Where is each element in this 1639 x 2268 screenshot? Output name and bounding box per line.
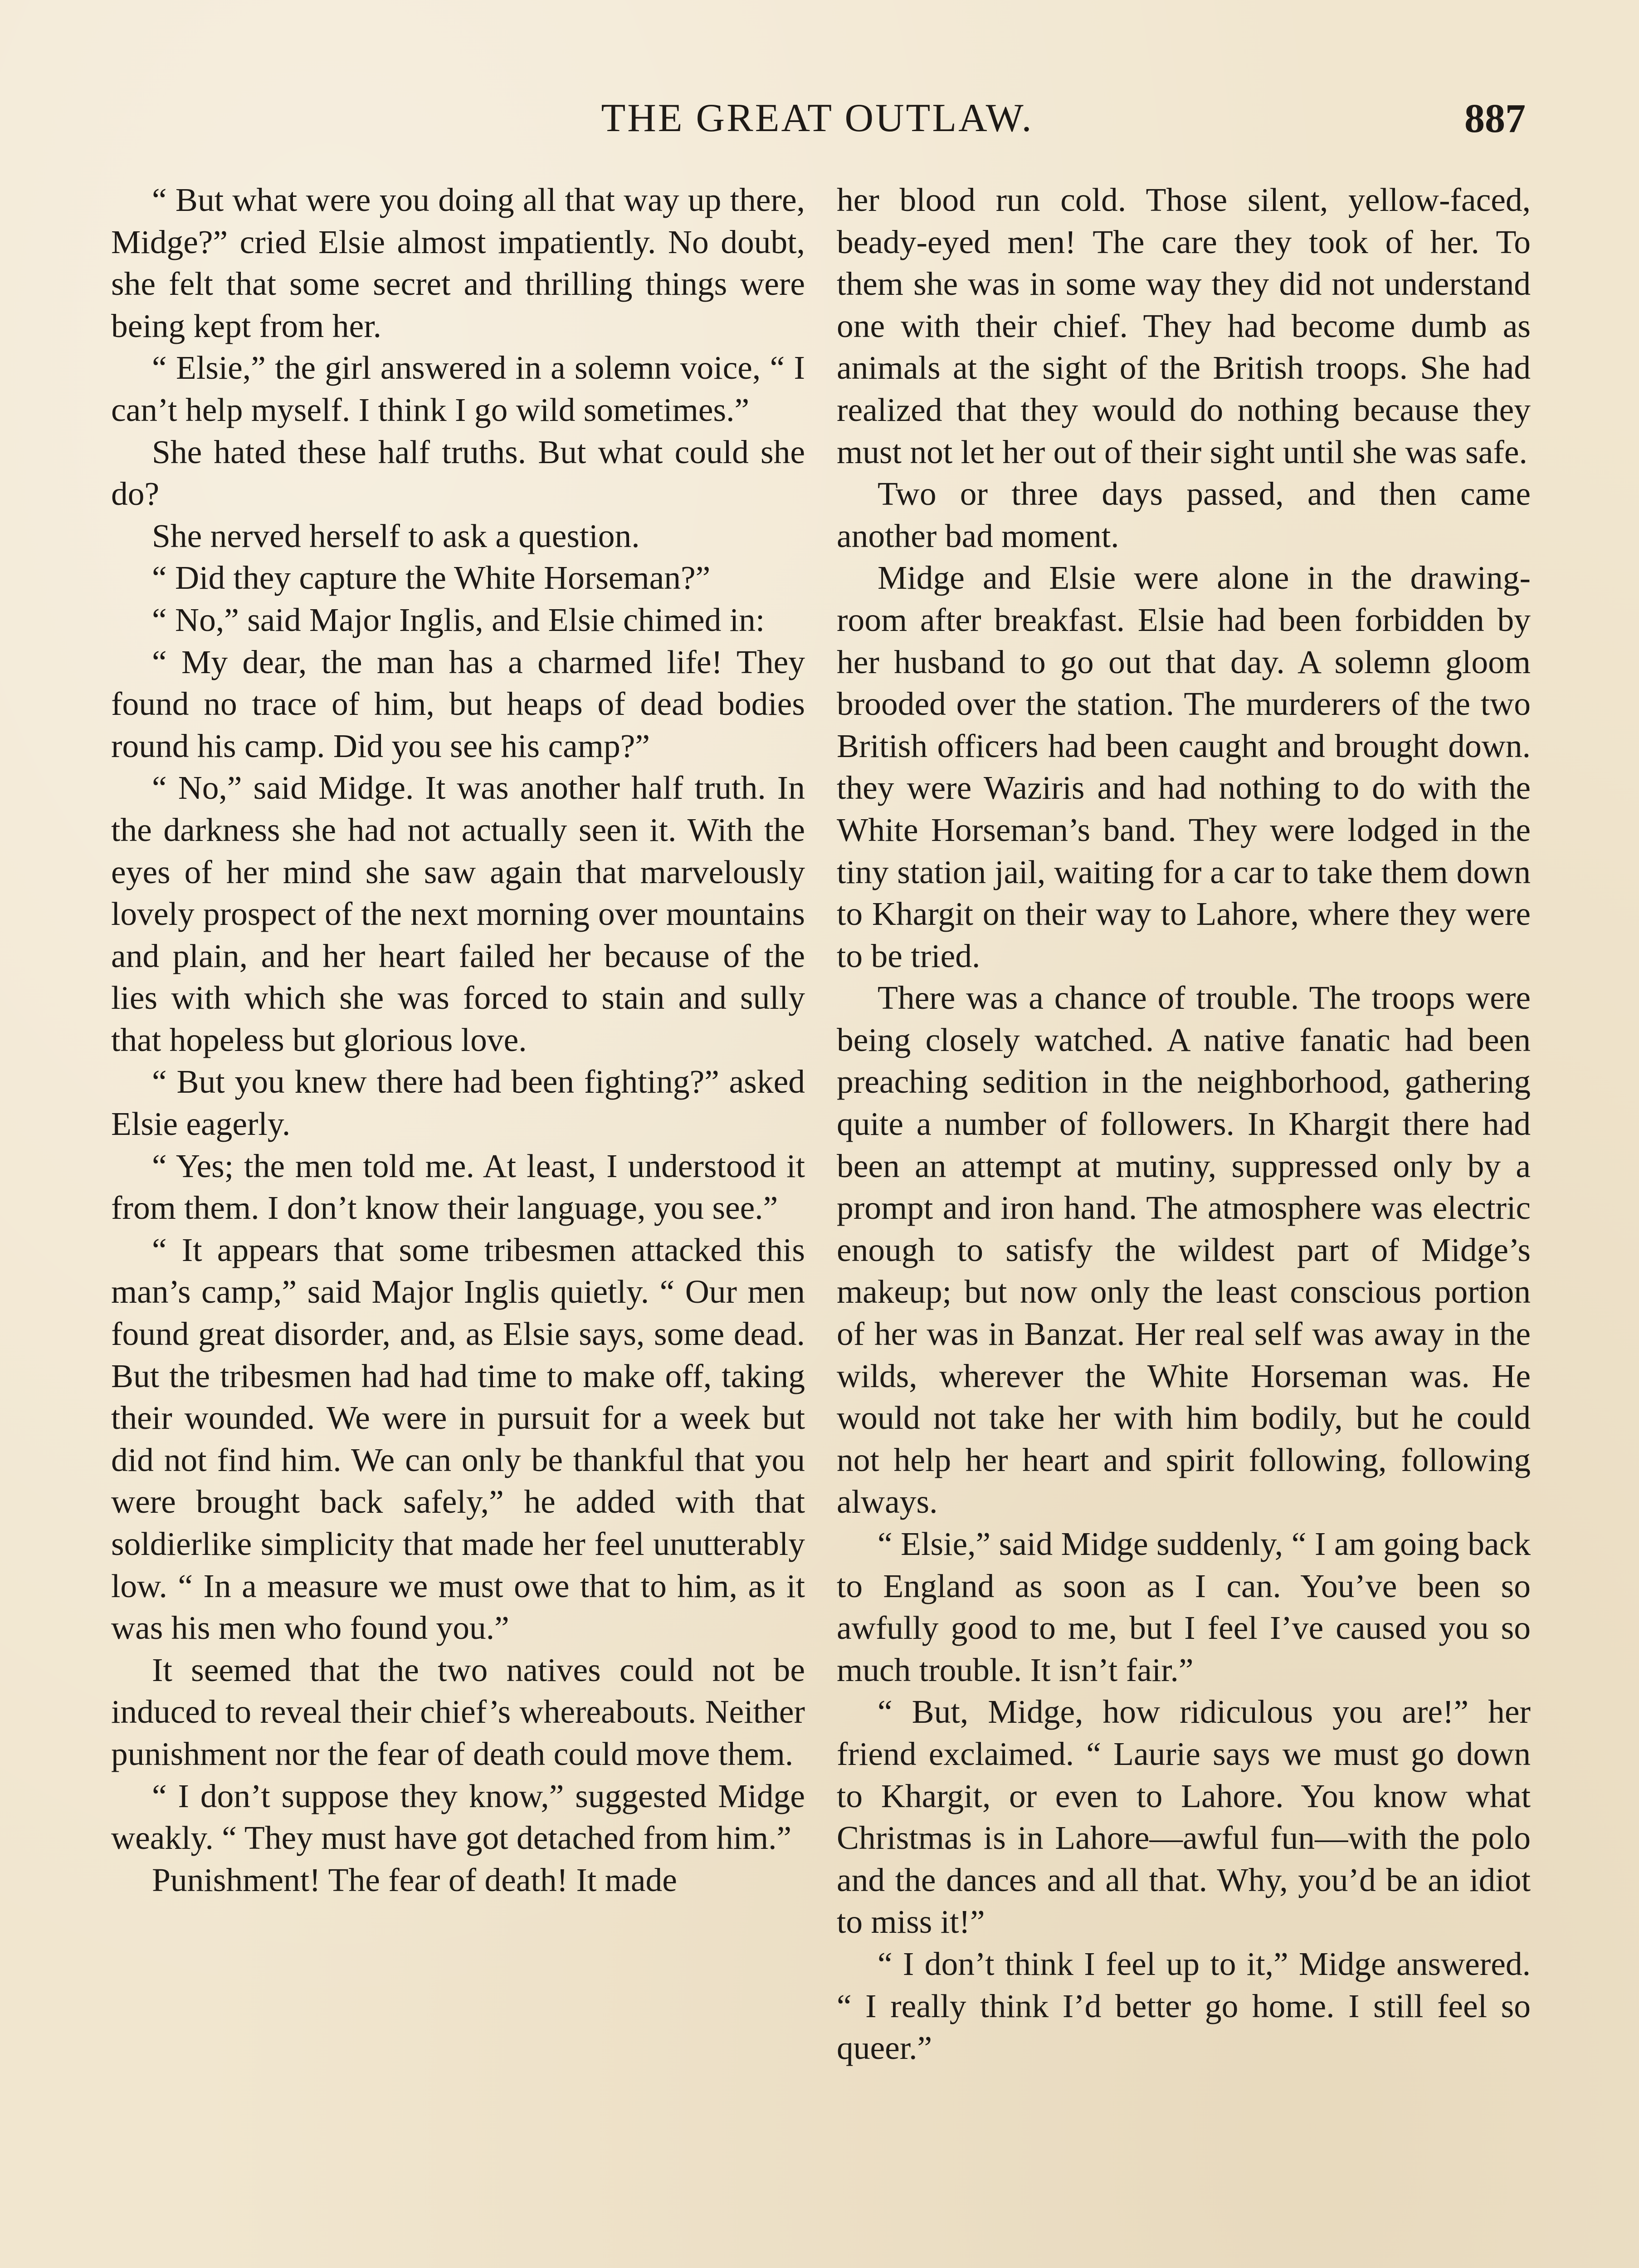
page-header xyxy=(109,95,1526,154)
text-columns xyxy=(111,179,1531,2268)
paragraph: She nerved herself to ask a question. xyxy=(152,517,640,554)
paragraph: Midge and Elsie were alone in the drawing-room after breakfast. Elsie had been forbidden by her husband to go out that day. A solemn gloom brooded over the station. The murderers of the two British officers had been caught and brought down. they were Waziris and had nothing to do with the White Horseman’s band. They were lodged in the tiny station jail, waiting for a car to take them down to Khargit on their way to Lahore, where they were to be tried. xyxy=(837,559,1531,974)
paragraph: “ But, Midge, how ridiculous you are!” her friend exclaimed. “ Laurie says we must go down to Khargit, or even to Lahore. You know what Christmas is in Lahore—awful fun—with the polo and the dances and all that. Why, you’d be an idiot to miss it!” xyxy=(837,1693,1531,1941)
right-column xyxy=(837,179,1531,2268)
paragraph: “ I don’t think I feel up to it,” Midge answered. “ I really think I’d better go home. I still feel so queer.” xyxy=(837,1945,1531,2067)
paragraph: “ No,” said Major Inglis, and Elsie chimed in: xyxy=(152,601,765,638)
paragraph: “ Elsie,” the girl answered in a solemn voice, “ I can’t help myself. I think I go wild sometimes.” xyxy=(111,349,805,428)
paragraph: “ I don’t suppose they know,” suggested Midge weakly. “ They must have got detached from him.” xyxy=(111,1777,805,1857)
left-column xyxy=(111,179,805,2268)
paragraph: “ Did they capture the White Horseman?” xyxy=(152,559,711,596)
page-number: 887 xyxy=(1464,96,1526,141)
paragraph: “ My dear, the man has a charmed life! They found no trace of him, but heaps of dead bodies round his camp. Did you see his camp?” xyxy=(111,643,805,764)
paragraph: Punishment! The fear of death! It made xyxy=(152,1861,677,1898)
paragraph: “ It appears that some tribesmen attacked this man’s camp,” said Major Inglis quietly. “ Our men found great disorder, and, as Elsie says, some dead. But the tribesmen had had time to make off, taking their wounded. We were in pursuit for a week but did not find him. We can only be thankful that you were brought back safely,” he added with that soldierlike simplicity that made her feel unutterably low. “ In a measure we must owe that to him, as it was his men who found you.” xyxy=(111,1231,805,1647)
paragraph: “ Elsie,” said Midge suddenly, “ I am going back to England as soon as I can. You’ve been so awfully good to me, but I feel I’ve caused you so much trouble. It isn’t fair.” xyxy=(837,1525,1531,1688)
paragraph: She hated these half truths. But what could she do? xyxy=(111,433,805,513)
paragraph: It seemed that the two natives could not be induced to reveal their chief’s whereabouts. Neither punishment nor the fear of death could move them. xyxy=(111,1651,805,1772)
paragraph: “ But what were you doing all that way up there, Midge?” cried Elsie almost impatiently. No doubt, she felt that some secret and thrilling things were being kept from her. xyxy=(111,181,805,344)
paragraph-continued: her blood run cold. Those silent, yellow-faced, beady-eyed men! The care they took of her. To them she was in some way they did not understand one with their chief. They had become dumb as animals at the sight of the British troops. She had realized that they would do nothing because they must not let her out of their sight until she was safe. xyxy=(837,181,1531,470)
paragraph: “ No,” said Midge. It was another half truth. In the darkness she had not actually seen it. With the eyes of her mind she saw again that marvelously lovely prospect of the next morning over mountains and plain, and her heart failed her because of the lies with which she was forced to stain and sully that hopeless but glorious love. xyxy=(111,769,805,1058)
paragraph: Two or three days passed, and then came another bad moment. xyxy=(837,475,1531,554)
paragraph: “ But you knew there had been fighting?” asked Elsie eagerly. xyxy=(111,1063,805,1143)
paragraph: There was a chance of trouble. The troops were being closely watched. A native fanatic had been preaching sedition in the neighborhood, gathering quite a number of followers. In Khargit there had been an attempt at mutiny, suppressed only by a prompt and iron hand. The atmosphere was electric enough to satisfy the wildest part of Midge’s makeup; but now only the least conscious portion of her was in Banzat. Her real self was away in the wilds, wherever the White Horseman was. He would not take her with him bodily, but he could not help her heart and spirit following, following always. xyxy=(837,979,1531,1520)
paragraph: “ Yes; the men told me. At least, I understood it from them. I don’t know their language, you see.” xyxy=(111,1147,805,1227)
running-title: THE GREAT OUTLAW. xyxy=(601,96,1034,140)
